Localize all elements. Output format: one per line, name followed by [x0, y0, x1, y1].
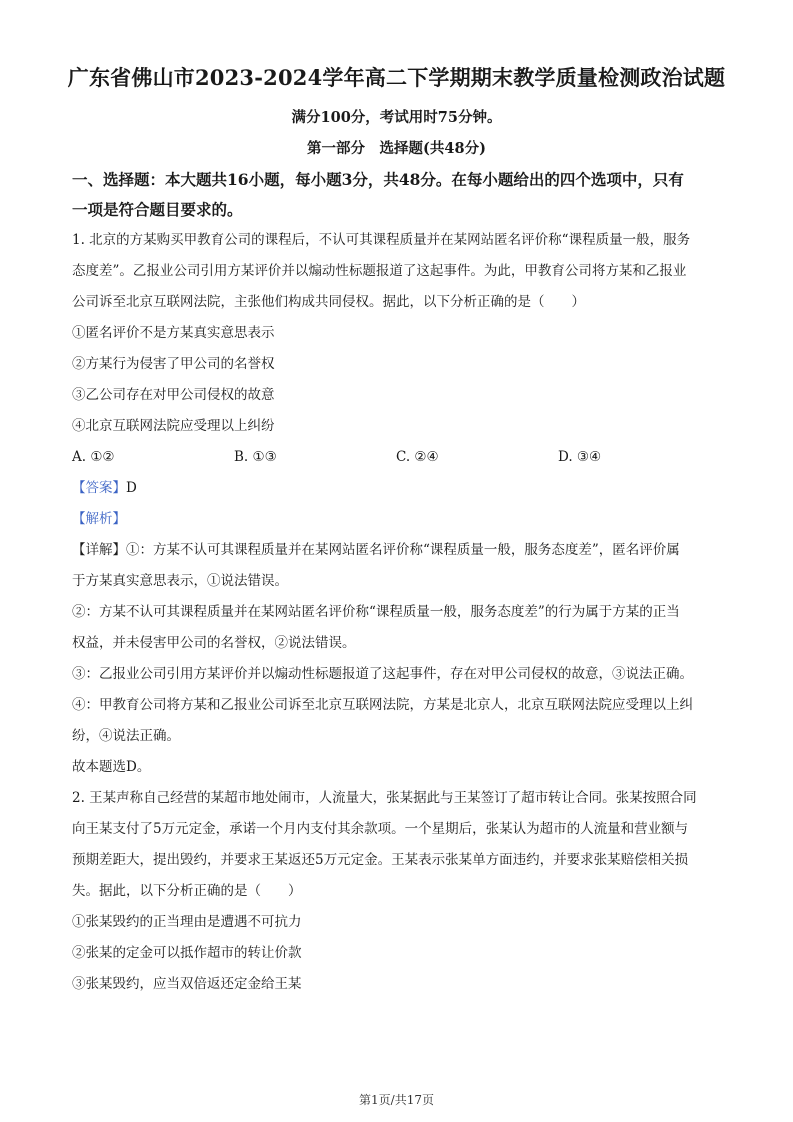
section-heading: 一、选择题：本大题共16小题，每小题3分，共48分。在每小题给出的四个选项中，只有 — [72, 170, 684, 189]
exam-info: 满分100分，考试用时75分钟。 — [291, 109, 502, 126]
detail-tag: 【详解】 — [72, 542, 126, 558]
question-stem: 公司诉至北京互联网法院，主张他们构成共同侵权。据此，以下分析正确的是（ ） — [72, 294, 585, 310]
question-stem: 向王某支付了5万元定金，承诺一个月内支付其余款项。一个星期后，张某认为超市的人流量和营业额与 — [72, 821, 689, 837]
question-2 — [72, 783, 722, 1000]
statement-option: ④北京互联网法院应受理以上纠纷 — [72, 418, 275, 434]
answer-line — [72, 473, 722, 504]
question-stem: 态度差”。乙报业公司引用方某评价并以煽动性标题报道了这起事件。为此，甲教育公司将方某和乙报业 — [72, 263, 687, 279]
part-heading: 第一部分 选择题(共48分) — [307, 140, 486, 157]
section-heading-cont: 一项是符合题目要求的。 — [72, 200, 243, 219]
detail-line: ②：方某不认可其课程质量并在某网站匿名评价称“课程质量一般，服务态度差”的行为属于方某的正当 — [72, 604, 680, 620]
conclusion-line: 故本题选D。 — [72, 759, 151, 775]
detail-line: 权益，并未侵害甲公司的名誉权，②说法错误。 — [72, 635, 356, 651]
statement-option: ②方某行为侵害了甲公司的名誉权 — [72, 356, 275, 372]
choice-a: A. ①② — [72, 449, 115, 465]
choice-b: B. ①③ — [234, 449, 277, 465]
choice-c: C. ②④ — [396, 449, 439, 465]
analysis-tag: 【解析】 — [72, 511, 126, 527]
detail-line: 【详解】①：方某不认可其课程质量并在某网站匿名评价称“课程质量一般，服务态度差”，匿名评价属 — [72, 542, 680, 558]
answer-choices — [72, 442, 722, 473]
question-stem: 失。据此，以下分析正确的是（ ） — [72, 883, 302, 899]
statement-option: ③张某毁约，应当双倍返还定金给王某 — [72, 976, 302, 992]
answer-value: D — [126, 480, 137, 496]
detail-line: 纷，④说法正确。 — [72, 728, 180, 744]
document-body — [72, 165, 722, 1000]
question-stem: 1. 北京的方某购买甲教育公司的课程后，不认可其课程质量并在某网站匿名评价称“课程质量一般，服务 — [72, 232, 691, 248]
detail-line: ④：甲教育公司将方某和乙报业公司诉至北京互联网法院，方某是北京人，北京互联网法院应受理以上纠 — [72, 697, 693, 713]
page-title: 广东省佛山市2023-2024学年高二下学期期末教学质量检测政治试题 — [67, 65, 726, 90]
statement-option: ②张某的定金可以抵作超市的转让价款 — [72, 945, 302, 961]
analysis-line — [72, 504, 722, 535]
statement-option: ③乙公司存在对甲公司侵权的故意 — [72, 387, 275, 403]
answer-tag: 【答案】 — [72, 480, 126, 496]
question-1 — [72, 225, 722, 783]
question-stem: 预期差距大，提出毁约，并要求王某返还5万元定金。王某表示张某单方面违约，并要求张某赔偿相关损 — [72, 852, 689, 868]
detail-line: 于方某真实意思表示，①说法错误。 — [72, 573, 288, 589]
question-stem: 2. 王某声称自己经营的某超市地处闹市，人流量大，张某据此与王某签订了超市转让合同。张某按照合同 — [72, 790, 697, 806]
detail-line: ③：乙报业公司引用方某评价并以煽动性标题报道了这起事件，存在对甲公司侵权的故意，③说法正确。 — [72, 666, 693, 682]
page-number: 第1页/共17页 — [359, 1093, 434, 1107]
statement-option: ①张某毁约的正当理由是遭遇不可抗力 — [72, 914, 302, 930]
choice-d: D. ③④ — [558, 449, 602, 465]
statement-option: ①匿名评价不是方某真实意思表示 — [72, 325, 275, 341]
